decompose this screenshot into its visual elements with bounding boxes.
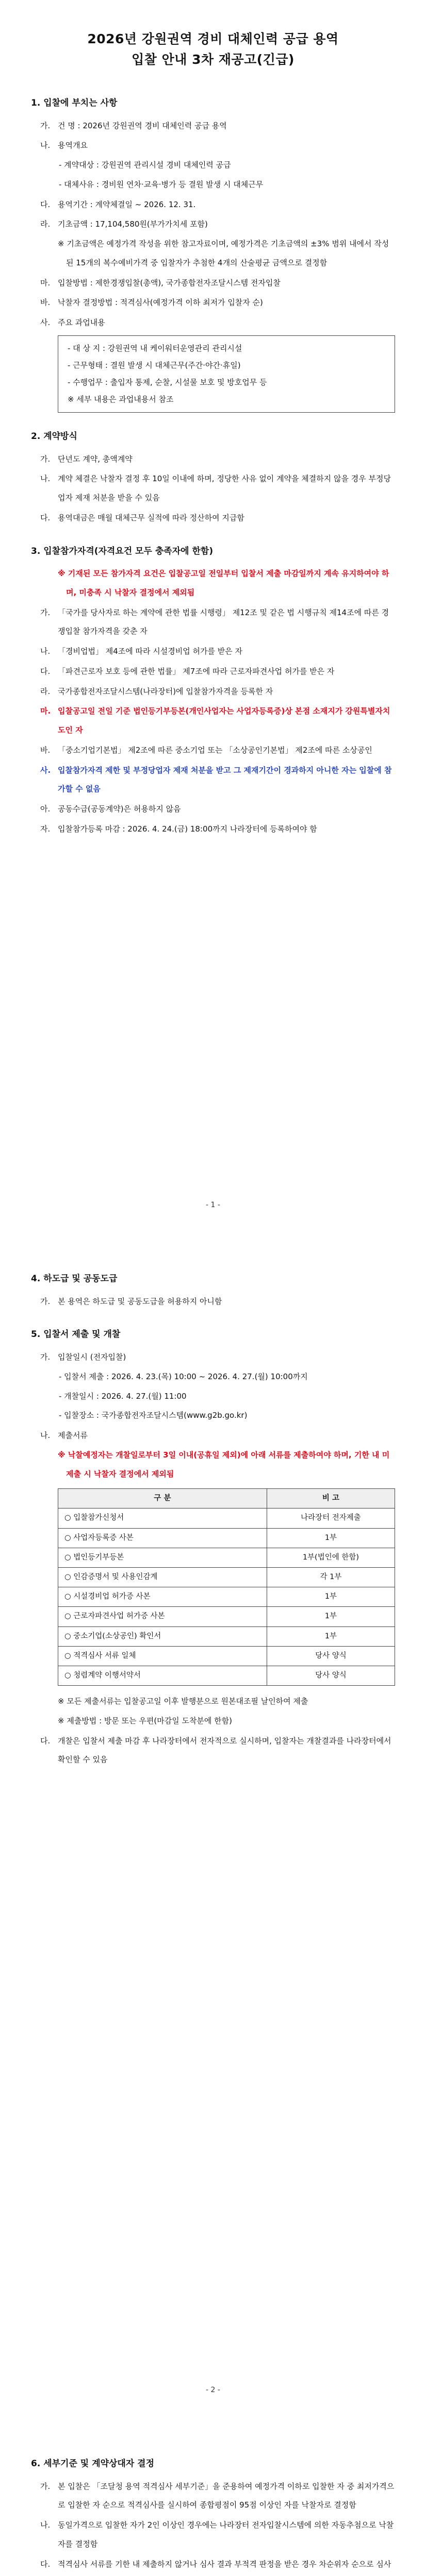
section — [31, 426, 395, 528]
table-row — [58, 1666, 395, 1685]
item-label: 다. — [40, 2559, 51, 2569]
section-heading: 2. 계약방식 — [31, 431, 77, 442]
section-heading: 3. 입찰참가자격(자격요건 모두 충족자에 한함) — [31, 546, 214, 556]
list-item — [31, 1426, 395, 1445]
item-label: 다. — [40, 199, 51, 209]
item-text: 용역대금은 매월 대체근무 실적에 따라 정산하여 지급함 — [58, 513, 244, 522]
item-text: 단년도 계약, 총액계약 — [58, 454, 133, 464]
item-text: 공동수급(공동계약)은 허용하지 않음 — [58, 804, 181, 814]
list-item — [31, 702, 395, 740]
note: ※ 모든 제출서류는 입찰공고일 이후 발행분으로 원본대조필 날인하여 제출 — [58, 1697, 308, 1706]
table-cell: 1부 — [267, 1587, 395, 1607]
table-cell: 당사 양식 — [267, 1646, 395, 1666]
section — [31, 1268, 395, 1311]
list-item — [31, 662, 395, 681]
item-text: 입찰방법 : 제한경쟁입찰(총액), 국가종합전자조달시스템 전자입찰 — [58, 278, 281, 287]
page-content — [0, 0, 426, 839]
item-text: 계약 체결은 낙찰자 결정 후 10일 이내에 하며, 정당한 사유 없이 계약을 체결하지 않을 경우 부정당업자 제재 처분을 받을 수 있음 — [58, 474, 391, 503]
list-item — [31, 603, 395, 641]
list-item — [31, 313, 395, 332]
list-item — [31, 136, 395, 155]
list-item — [31, 1292, 395, 1311]
item-text: 적격심사 서류를 기한 내 제출하지 않거나 심사 결과 부적격 판정을 받은 경우 차순위자 순으로 심사 — [58, 2559, 391, 2569]
section — [31, 1324, 395, 1769]
table-cell: ○ 근로자파견사업 허가증 사본 — [58, 1607, 267, 1626]
page-sections — [31, 1268, 395, 1769]
list-item — [31, 215, 395, 234]
section — [31, 2453, 395, 2576]
item-text: 입찰공고일 전일 기준 법인등기부등본(개인사업자는 사업자등록증)상 본점 소재지가 강원특별자치도인 자 — [58, 706, 390, 735]
table-row — [58, 1548, 395, 1567]
sub-item: - 계약대상 : 강원권역 관리시설 경비 대체인력 공급 — [59, 160, 231, 170]
section-heading: 5. 입찰서 제출 및 개찰 — [31, 1329, 121, 1340]
table-cell: ○ 적격심사 서류 일체 — [58, 1646, 267, 1666]
table-cell: 1부 — [267, 1528, 395, 1548]
table-row — [58, 1587, 395, 1607]
section — [31, 93, 395, 413]
page-content — [0, 1226, 426, 1769]
box-line: - 대 상 지 : 강원권역 내 케이워터운영관리 관리시설 — [68, 343, 242, 353]
page-sections — [31, 93, 395, 839]
table-row — [58, 1528, 395, 1548]
item-label: 나. — [40, 474, 51, 484]
table-row — [58, 1568, 395, 1587]
table-row — [58, 1646, 395, 1666]
item-label: 아. — [40, 804, 51, 814]
item-label: 자. — [40, 824, 51, 834]
item-text: 입찰참가등록 마감 : 2026. 4. 24.(금) 18:00까지 나라장터에 등록하여야 함 — [58, 824, 317, 834]
section-heading: 4. 하도급 및 공동도급 — [31, 1274, 118, 1284]
table-cell: ○ 시설경비업 허가증 사본 — [58, 1587, 267, 1607]
page-number: - 1 - — [206, 1201, 220, 1210]
list-item — [31, 2555, 395, 2576]
item-text: 「파견근로자 보호 등에 관한 법률」 제7조에 따라 근로자파견사업 허가를 받은 자 — [58, 666, 335, 676]
item-label: 다. — [40, 1736, 51, 1745]
note: ※ 기재된 모든 참가자격 요건은 입찰공고일 전일부터 입찰서 제출 마감일까지 계속 유지하여야 하며, 미충족 시 낙찰자 결정에서 제외됨 — [58, 569, 389, 597]
item-label: 바. — [40, 745, 51, 755]
list-item — [31, 195, 395, 214]
table-cell: ○ 법인등기부등본 — [58, 1548, 267, 1567]
item-label: 다. — [40, 666, 51, 676]
item-text: 주요 과업내용 — [58, 318, 105, 328]
list-item — [31, 1732, 395, 1770]
item-text: 건 명 : 2026년 강원권역 경비 대체인력 공급 용역 — [58, 121, 227, 130]
item-text: 낙찰자 결정방법 : 적격심사(예정가격 이하 최저가 입찰자 순) — [58, 298, 263, 308]
table-header-row — [58, 1489, 395, 1509]
item-label: 다. — [40, 513, 51, 522]
item-label: 바. — [40, 298, 51, 308]
item-label: 가. — [40, 121, 51, 130]
title-line-1: 2026년 강원권역 경비 대체인력 공급 용역 — [87, 31, 339, 46]
table-cell: ○ 청렴계약 이행서약서 — [58, 1666, 267, 1685]
section — [31, 541, 395, 839]
list-item — [31, 800, 395, 819]
item-label: 나. — [40, 1431, 51, 1440]
box-line: ※ 세부 내용은 과업내용서 참조 — [68, 394, 174, 404]
table-row — [58, 1509, 395, 1528]
item-text: 동일가격으로 입찰한 자가 2인 이상인 경우에는 나라장터 전자입찰시스템에 의한 자동추첨으로 낙찰자를 결정함 — [58, 2520, 394, 2549]
item-text: 「경비업법」 제4조에 따라 시설경비업 허가를 받은 자 — [58, 647, 242, 656]
sub-item: - 입찰서 제출 : 2026. 4. 23.(목) 10:00 ~ 2026. 4. 27.(월) 10:00까지 — [59, 1371, 308, 1381]
list-item — [31, 642, 395, 661]
page-1 — [0, 0, 426, 1226]
page-content — [0, 2411, 426, 2576]
section-heading: 1. 입찰에 부치는 사항 — [31, 98, 118, 108]
item-text: 기초금액 : 17,104,580원(부가가치세 포함) — [58, 219, 208, 229]
submission-documents-table — [58, 1488, 395, 1686]
item-label: 사. — [40, 765, 51, 775]
table-cell: ○ 인감증명서 및 사용인감계 — [58, 1568, 267, 1587]
document-title — [31, 29, 395, 70]
sub-item: - 대체사유 : 경비원 연차·교육·병가 등 결원 발생 시 대체근무 — [59, 179, 264, 189]
item-label: 나. — [40, 647, 51, 656]
item-text: 「중소기업기본법」 제2조에 따른 중소기업 또는 「소상공인기본법」 제2조에 따른 소상공인 — [58, 745, 372, 755]
item-text: 용역개요 — [58, 141, 88, 150]
task-summary-box — [58, 335, 395, 413]
item-label: 가. — [40, 2481, 51, 2491]
note: ※ 낙찰예정자는 개찰일로부터 3일 이내(공휴일 제외)에 아래 서류를 제출하여야 하며, 기한 내 미제출 시 낙찰자 결정에서 제외됨 — [58, 1450, 390, 1479]
item-text: 국가종합전자조달시스템(나라장터)에 입찰참가자격을 등록한 자 — [58, 686, 273, 696]
item-label: 가. — [40, 454, 51, 464]
box-line: - 근무형태 : 결원 발생 시 대체근무(주간·야간·휴일) — [68, 360, 241, 370]
list-item — [31, 2477, 395, 2515]
note: ※ 제출방법 : 방문 또는 우편(마감일 도착분에 한함) — [58, 1716, 233, 1725]
item-label: 마. — [40, 706, 51, 716]
list-item — [31, 450, 395, 469]
list-item — [31, 293, 395, 312]
table-cell: ○ 입찰참가신청서 — [58, 1509, 267, 1528]
table-row — [58, 1607, 395, 1626]
table-cell: 당사 양식 — [267, 1666, 395, 1685]
table-row — [58, 1626, 395, 1646]
list-item — [31, 274, 395, 293]
table-cell: 1부(법인에 한함) — [267, 1548, 395, 1567]
list-item — [31, 820, 395, 839]
table-header-cell: 구 분 — [58, 1489, 267, 1509]
table-body — [58, 1509, 395, 1686]
item-text: 용역기간 : 계약체결일 ~ 2026. 12. 31. — [58, 199, 196, 209]
list-item — [31, 682, 395, 701]
item-text: 제출서류 — [58, 1431, 88, 1440]
table-header-cell: 비 고 — [267, 1489, 395, 1509]
title-line-2: 입찰 안내 3차 재공고(긴급) — [132, 52, 294, 67]
section-heading: 6. 세부기준 및 계약상대자 결정 — [31, 2459, 155, 2469]
item-label: 사. — [40, 318, 51, 328]
sub-item: - 입찰장소 : 국가종합전자조달시스템(www.g2b.go.kr) — [59, 1411, 248, 1420]
item-text: 「국가를 당사자로 하는 계약에 관한 법률 시행령」 제12조 및 같은 법 시행규칙 제14조에 따른 경쟁입찰 참가자격을 갖춘 자 — [58, 607, 389, 636]
item-text: 입찰참가자격 제한 및 부정당업자 제재 처분을 받고 그 제재기간이 경과하지 아니한 자는 입찰에 참가할 수 없음 — [58, 765, 392, 794]
item-text: 입찰일시 (전자입찰) — [58, 1352, 126, 1362]
list-item — [31, 1348, 395, 1367]
item-label: 가. — [40, 1352, 51, 1362]
box-line: - 수행업무 : 출입자 통제, 순찰, 시설물 보호 및 방호업무 등 — [68, 377, 267, 387]
sub-item: - 개찰일시 : 2026. 4. 27.(월) 11:00 — [59, 1391, 187, 1401]
table-cell: ○ 사업자등록증 사본 — [58, 1528, 267, 1548]
page-3 — [0, 2411, 426, 2576]
page-number: - 2 - — [206, 2386, 220, 2395]
list-item — [31, 2516, 395, 2554]
table-cell: 나라장터 전자제출 — [267, 1509, 395, 1528]
item-label: 라. — [40, 219, 51, 229]
table-cell: ○ 중소기업(소상공인) 확인서 — [58, 1626, 267, 1646]
list-item — [31, 761, 395, 799]
list-item — [31, 116, 395, 135]
page-sections — [31, 2453, 395, 2576]
item-text: 개찰은 입찰서 제출 마감 후 나라장터에서 전자적으로 실시하며, 입찰자는 개찰결과를 나라장터에서 확인할 수 있음 — [58, 1736, 391, 1765]
item-text: 본 용역은 하도급 및 공동도급을 허용하지 아니함 — [58, 1296, 222, 1306]
item-label: 가. — [40, 1296, 51, 1306]
item-label: 나. — [40, 2520, 51, 2530]
table-cell: 1부 — [267, 1626, 395, 1646]
list-item — [31, 741, 395, 760]
item-label: 라. — [40, 686, 51, 696]
item-label: 마. — [40, 278, 51, 287]
table-cell: 각 1부 — [267, 1568, 395, 1587]
page-2 — [0, 1226, 426, 2411]
item-label: 가. — [40, 607, 51, 617]
list-item — [31, 469, 395, 507]
item-text: 본 입찰은 「조달청 용역 적격심사 세부기준」을 준용하여 예정가격 이하로 입찰한 자 중 최저가격으로 입찰한 자 순으로 적격심사를 실시하여 종합평점이 95점 이상인 자를 낙찰자로 결정함 — [58, 2481, 395, 2510]
note: ※ 기초금액은 예정가격 작성을 위한 참고자료이며, 예정가격은 기초금액의 ±3% 범위 내에서 작성된 15개의 복수예비가격 중 입찰자가 추첨한 4개의 산술평균 금액으로 결정함 — [58, 239, 389, 267]
table-cell: 1부 — [267, 1607, 395, 1626]
table-head — [58, 1489, 395, 1509]
list-item — [31, 509, 395, 528]
item-label: 나. — [40, 141, 51, 150]
